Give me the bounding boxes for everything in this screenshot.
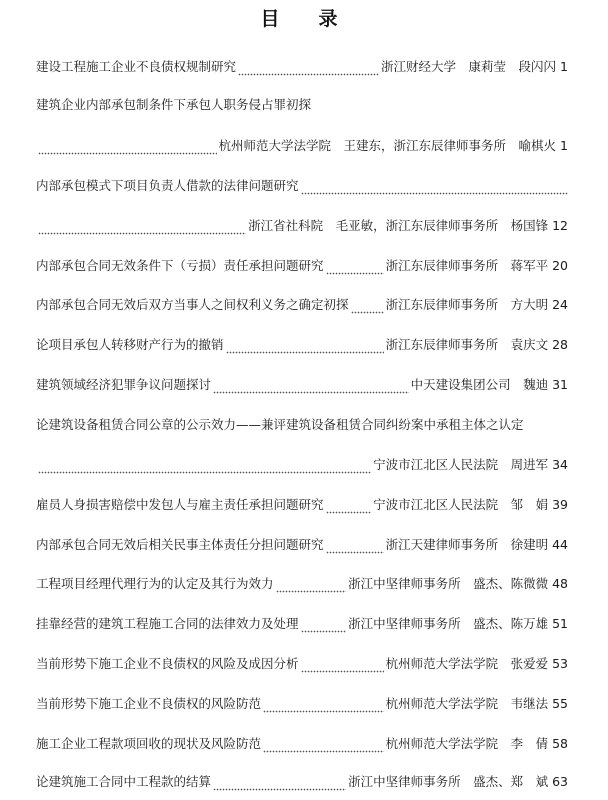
entry-page: 24 (552, 297, 568, 312)
toc-entry[interactable] (36, 217, 568, 235)
dot-leader (263, 699, 384, 713)
entry-page: 12 (552, 218, 568, 233)
dot-leader (326, 261, 384, 275)
entry-title: 当前形势下施工企业不良债权的风险防范 (36, 696, 262, 711)
dot-leader (38, 141, 217, 155)
toc-entry[interactable] (36, 336, 568, 354)
entry-author: 杭州师范大学法学院 韦继法 (385, 696, 549, 711)
dot-leader (238, 62, 379, 76)
entry-page: 48 (552, 576, 568, 591)
dot-leader (38, 460, 371, 474)
entry-page: 44 (552, 537, 568, 552)
dot-leader (326, 500, 372, 514)
toc-entry[interactable] (36, 615, 568, 633)
toc-entry-title-line[interactable] (36, 416, 568, 434)
dot-leader (326, 540, 384, 554)
page-title: 目 录 (260, 8, 348, 30)
toc-entry[interactable] (36, 575, 568, 593)
entry-page: 31 (552, 377, 568, 392)
entry-author: 浙江省社科院 毛亚敏，浙江东辰律师事务所 杨国锋 (248, 218, 549, 233)
toc-entry[interactable] (36, 695, 568, 713)
toc-entry[interactable] (36, 137, 568, 155)
entry-page: 34 (552, 457, 568, 472)
dot-leader (351, 300, 384, 314)
toc-entry-title-line[interactable] (36, 177, 568, 195)
entry-page: 20 (552, 258, 568, 273)
entry-author: 杭州师范大学法学院 李 倩 (385, 736, 549, 751)
toc-entry[interactable] (36, 296, 568, 314)
toc-entry[interactable] (36, 257, 568, 275)
entry-author: 浙江东辰律师事务所 蒋军平 (385, 258, 549, 273)
entry-author: 宁波市江北区人民法院 周进军 (373, 457, 549, 472)
entry-author: 浙江东辰律师事务所 方大明 (385, 297, 549, 312)
entry-page: 1 (560, 59, 568, 74)
entry-page: 1 (560, 138, 568, 153)
entry-title: 建设工程施工企业不良债权规制研究 (36, 59, 237, 74)
entry-author: 杭州师范大学法学院 张爱爱 (385, 656, 549, 671)
entry-author: 浙江中坚律师事务所 盛杰、陈微微 (348, 576, 549, 591)
entry-author: 浙江天建律师事务所 徐建明 (385, 537, 549, 552)
toc-entry-title-line[interactable] (36, 96, 568, 114)
entry-page: 51 (552, 616, 568, 631)
entry-page: 53 (552, 656, 568, 671)
dot-leader (301, 181, 568, 195)
entry-title: 内部承包模式下项目负责人借款的法律问题研究 (36, 178, 299, 193)
entry-author: 浙江中坚律师事务所 盛杰、郑 斌 (348, 774, 549, 789)
entry-page: 58 (552, 736, 568, 751)
entry-title: 当前形势下施工企业不良债权的风险及成因分析 (36, 656, 299, 671)
entry-author: 宁波市江北区人民法院 邹 娟 (373, 497, 549, 512)
entry-title: 施工企业工程款项回收的现状及风险防范 (36, 736, 262, 751)
entry-page: 39 (552, 497, 568, 512)
dot-leader (213, 380, 409, 394)
toc-entry[interactable] (36, 655, 568, 673)
entry-title: 挂靠经营的建筑工程施工合同的法律效力及处理 (36, 616, 299, 631)
dot-leader (301, 659, 384, 673)
toc-entry[interactable] (36, 376, 568, 394)
dot-leader (38, 221, 246, 235)
entry-title: 建筑领域经济犯罪争议问题探讨 (36, 377, 212, 392)
entry-page: 63 (552, 774, 568, 789)
entry-title: 内部承包合同无效后相关民事主体责任分担问题研究 (36, 537, 324, 552)
entry-title: 建筑企业内部承包制条件下承包人职务侵占罪初探 (36, 97, 312, 112)
dot-leader (276, 579, 347, 593)
dot-leader (213, 777, 346, 791)
entry-author: 浙江东辰律师事务所 袁庆文 (385, 337, 549, 352)
toc-entry[interactable] (36, 58, 568, 76)
entry-author: 浙江财经大学 康莉莹 段闪闪 (381, 59, 557, 74)
entry-title: 论项目承包人转移财产行为的撤销 (36, 337, 224, 352)
toc-entry[interactable] (36, 456, 568, 474)
entry-title: 论建筑设备租赁合同公章的公示效力——兼评建筑设备租赁合同纠纷案中承租主体之认定 (36, 417, 524, 432)
entry-page: 28 (552, 337, 568, 352)
dot-leader (226, 340, 384, 354)
dot-leader (263, 739, 384, 753)
entry-author: 杭州师范大学法学院 王建东，浙江东辰律师事务所 喻棋火 (218, 138, 557, 153)
dot-leader (301, 619, 347, 633)
toc-entry[interactable] (36, 735, 568, 753)
entry-title: 内部承包合同无效后双方当事人之间权利义务之确定初探 (36, 297, 349, 312)
entry-page: 55 (552, 696, 568, 711)
toc-entry[interactable] (36, 496, 568, 514)
entry-title: 工程项目经理代理行为的认定及其行为效力 (36, 576, 274, 591)
toc-entry[interactable] (36, 536, 568, 554)
entry-title: 内部承包合同无效条件下（亏损）责任承担问题研究 (36, 258, 324, 273)
entry-title: 论建筑施工合同中工程款的结算 (36, 774, 212, 789)
entry-title: 雇员人身损害赔偿中发包人与雇主责任承担问题研究 (36, 497, 324, 512)
entry-author: 中天建设集团公司 魏迪 (410, 377, 549, 392)
entry-author: 浙江中坚律师事务所 盛杰、陈万雄 (348, 616, 549, 631)
toc-entry[interactable] (36, 773, 568, 791)
